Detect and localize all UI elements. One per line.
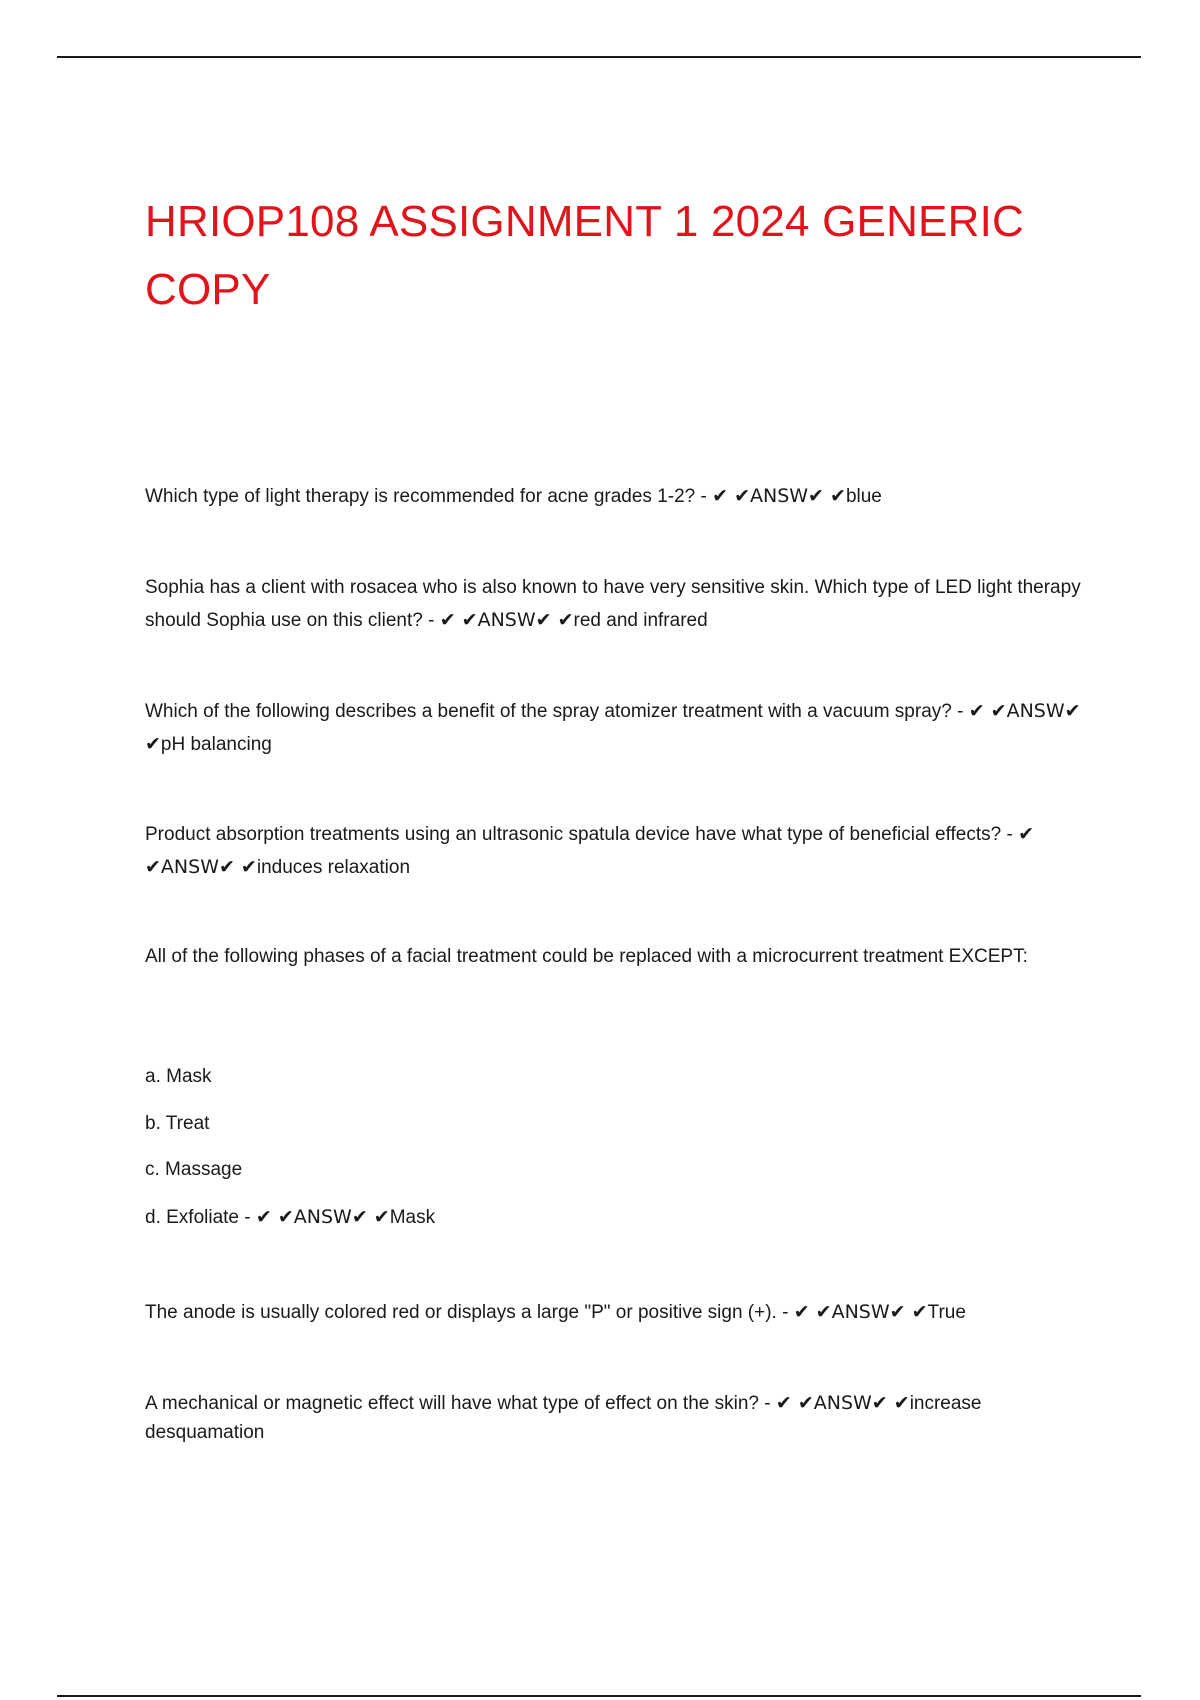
question-4 [145, 818, 1095, 884]
answer-marker: ✔ ✔ANSW✔ ✔ [712, 485, 846, 507]
question-text: Sophia has a client with rosacea who is also known to have very sensitive skin. Which type of LED light therapy should Sophia use on this client? - [145, 577, 1081, 631]
option-b: b. Treat [145, 1113, 210, 1134]
question-3 [145, 695, 1095, 761]
answer-marker: ✔ ✔ANSW✔ ✔ [793, 1301, 928, 1323]
question-text: Product absorption treatments using an ultrasonic spatula device have what type of beneficial effects? - [145, 824, 1019, 845]
option-c: c. Massage [145, 1159, 243, 1180]
option-d [145, 1201, 1095, 1234]
question-text: Which type of light therapy is recommended for acne grades 1-2? - [145, 486, 713, 507]
answer-marker: ✔ ✔ANSW✔ ✔ [255, 1206, 390, 1228]
answer-marker: ✔ ✔ANSW✔ ✔ [439, 609, 574, 631]
top-rule [57, 56, 1141, 58]
option-text: d. Exfoliate - [145, 1207, 256, 1228]
bottom-rule [57, 1695, 1141, 1697]
answer-text: increase desquamation [145, 1393, 982, 1443]
answer-text: pH balancing [160, 734, 272, 755]
question-text: Which of the following describes a benefit of the spray atomizer treatment with a vacuum spray? - [145, 701, 969, 722]
question-7 [145, 1389, 1095, 1447]
document-title: HRIOP108 ASSIGNMENT 1 2024 GENERIC COPY [145, 197, 1024, 314]
question-1 [145, 480, 1095, 513]
question-6 [145, 1296, 1095, 1329]
question-text: The anode is usually colored red or displays a large "P" or positive sign (+). - [145, 1302, 794, 1323]
question-5 [145, 941, 1095, 973]
answer-marker: ✔ ✔ANSW✔ ✔ [775, 1392, 910, 1414]
question-text: All of the following phases of a facial treatment could be replaced with a microcurrent treatment EXCEPT: [145, 946, 1028, 967]
answer-text: blue [845, 486, 882, 507]
option-a: a. Mask [145, 1066, 212, 1087]
answer-text: red and infrared [573, 610, 708, 631]
answer-marker: ✔ ✔ANSW✔ ✔ [145, 700, 1081, 755]
answer-text: True [927, 1302, 966, 1323]
question-text: A mechanical or magnetic effect will have what type of effect on the skin? - [145, 1393, 776, 1414]
question-2 [145, 572, 1095, 637]
answer-text: Mask [389, 1207, 436, 1228]
answer-marker: ✔ ✔ANSW✔ ✔ [145, 823, 1035, 878]
answer-text: induces relaxation [256, 857, 411, 878]
